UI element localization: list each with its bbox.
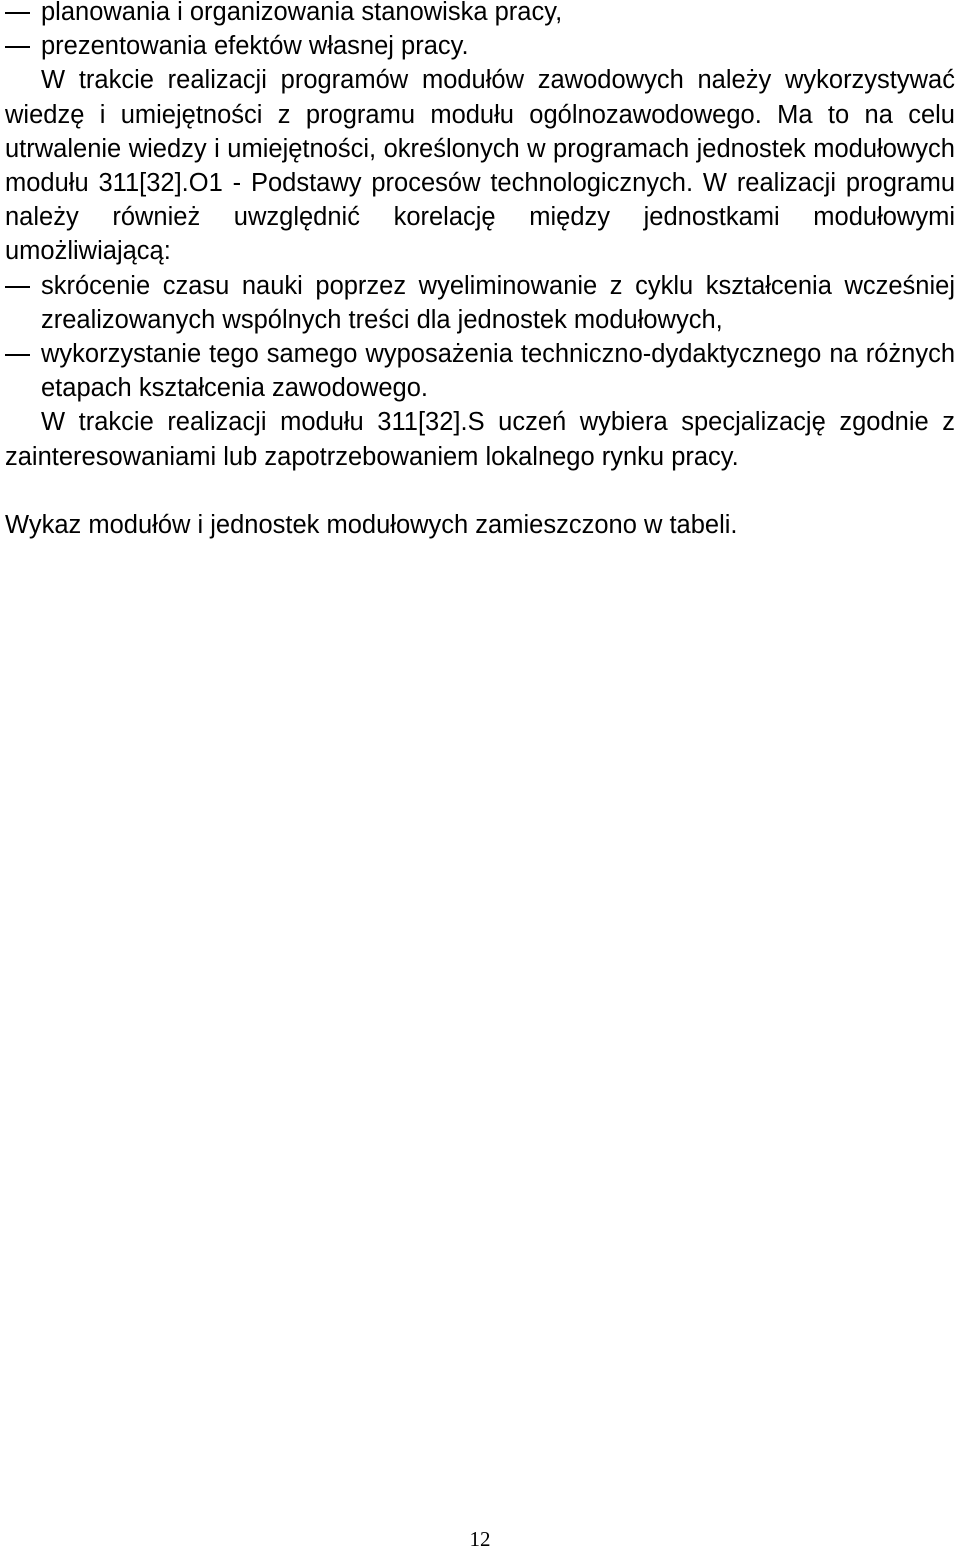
list-item	[5, 29, 955, 63]
body-paragraph: W trakcie realizacji modułu 311[32].S uczeń wybiera specjalizację zgodnie z zainteresowaniami lub zapotrzebowaniem lokalnego rynku pracy.	[5, 408, 955, 471]
body-paragraph: W trakcie realizacji programów modułów zawodowych należy wykorzystywać wiedzę i umiejętności z programu modułu ogólnozawodowego. Ma to na celu utrwalenie wiedzy i umiejętności, określonych w programach jednostek modułowych modułu 311[32].O1 - Podstawy procesów technologicznych. W realizacji programu należy również uwzględnić korelację między jednostkami modułowymi umożliwiającą:	[5, 66, 955, 266]
list-item	[5, 337, 955, 405]
page-number: 12	[469, 1527, 491, 1551]
list-item-text: skrócenie czasu nauki poprzez wyeliminowanie z cyklu kształcenia wcześniej zrealizowanych wspólnych treści dla jednostek modułowych,	[41, 271, 955, 334]
closing-paragraph: Wykaz modułów i jednostek modułowych zamieszczono w tabeli.	[5, 510, 738, 539]
document-page	[5, 0, 955, 542]
list-item	[5, 0, 955, 29]
list-item-text: prezentowania efektów własnej pracy.	[41, 32, 469, 61]
list-item-text: planowania i organizowania stanowiska pracy,	[41, 0, 563, 26]
list-item	[5, 269, 955, 337]
list-item-text: wykorzystanie tego samego wyposażenia techniczno-dydaktycznego na różnych etapach kształcenia zawodowego.	[41, 340, 955, 403]
